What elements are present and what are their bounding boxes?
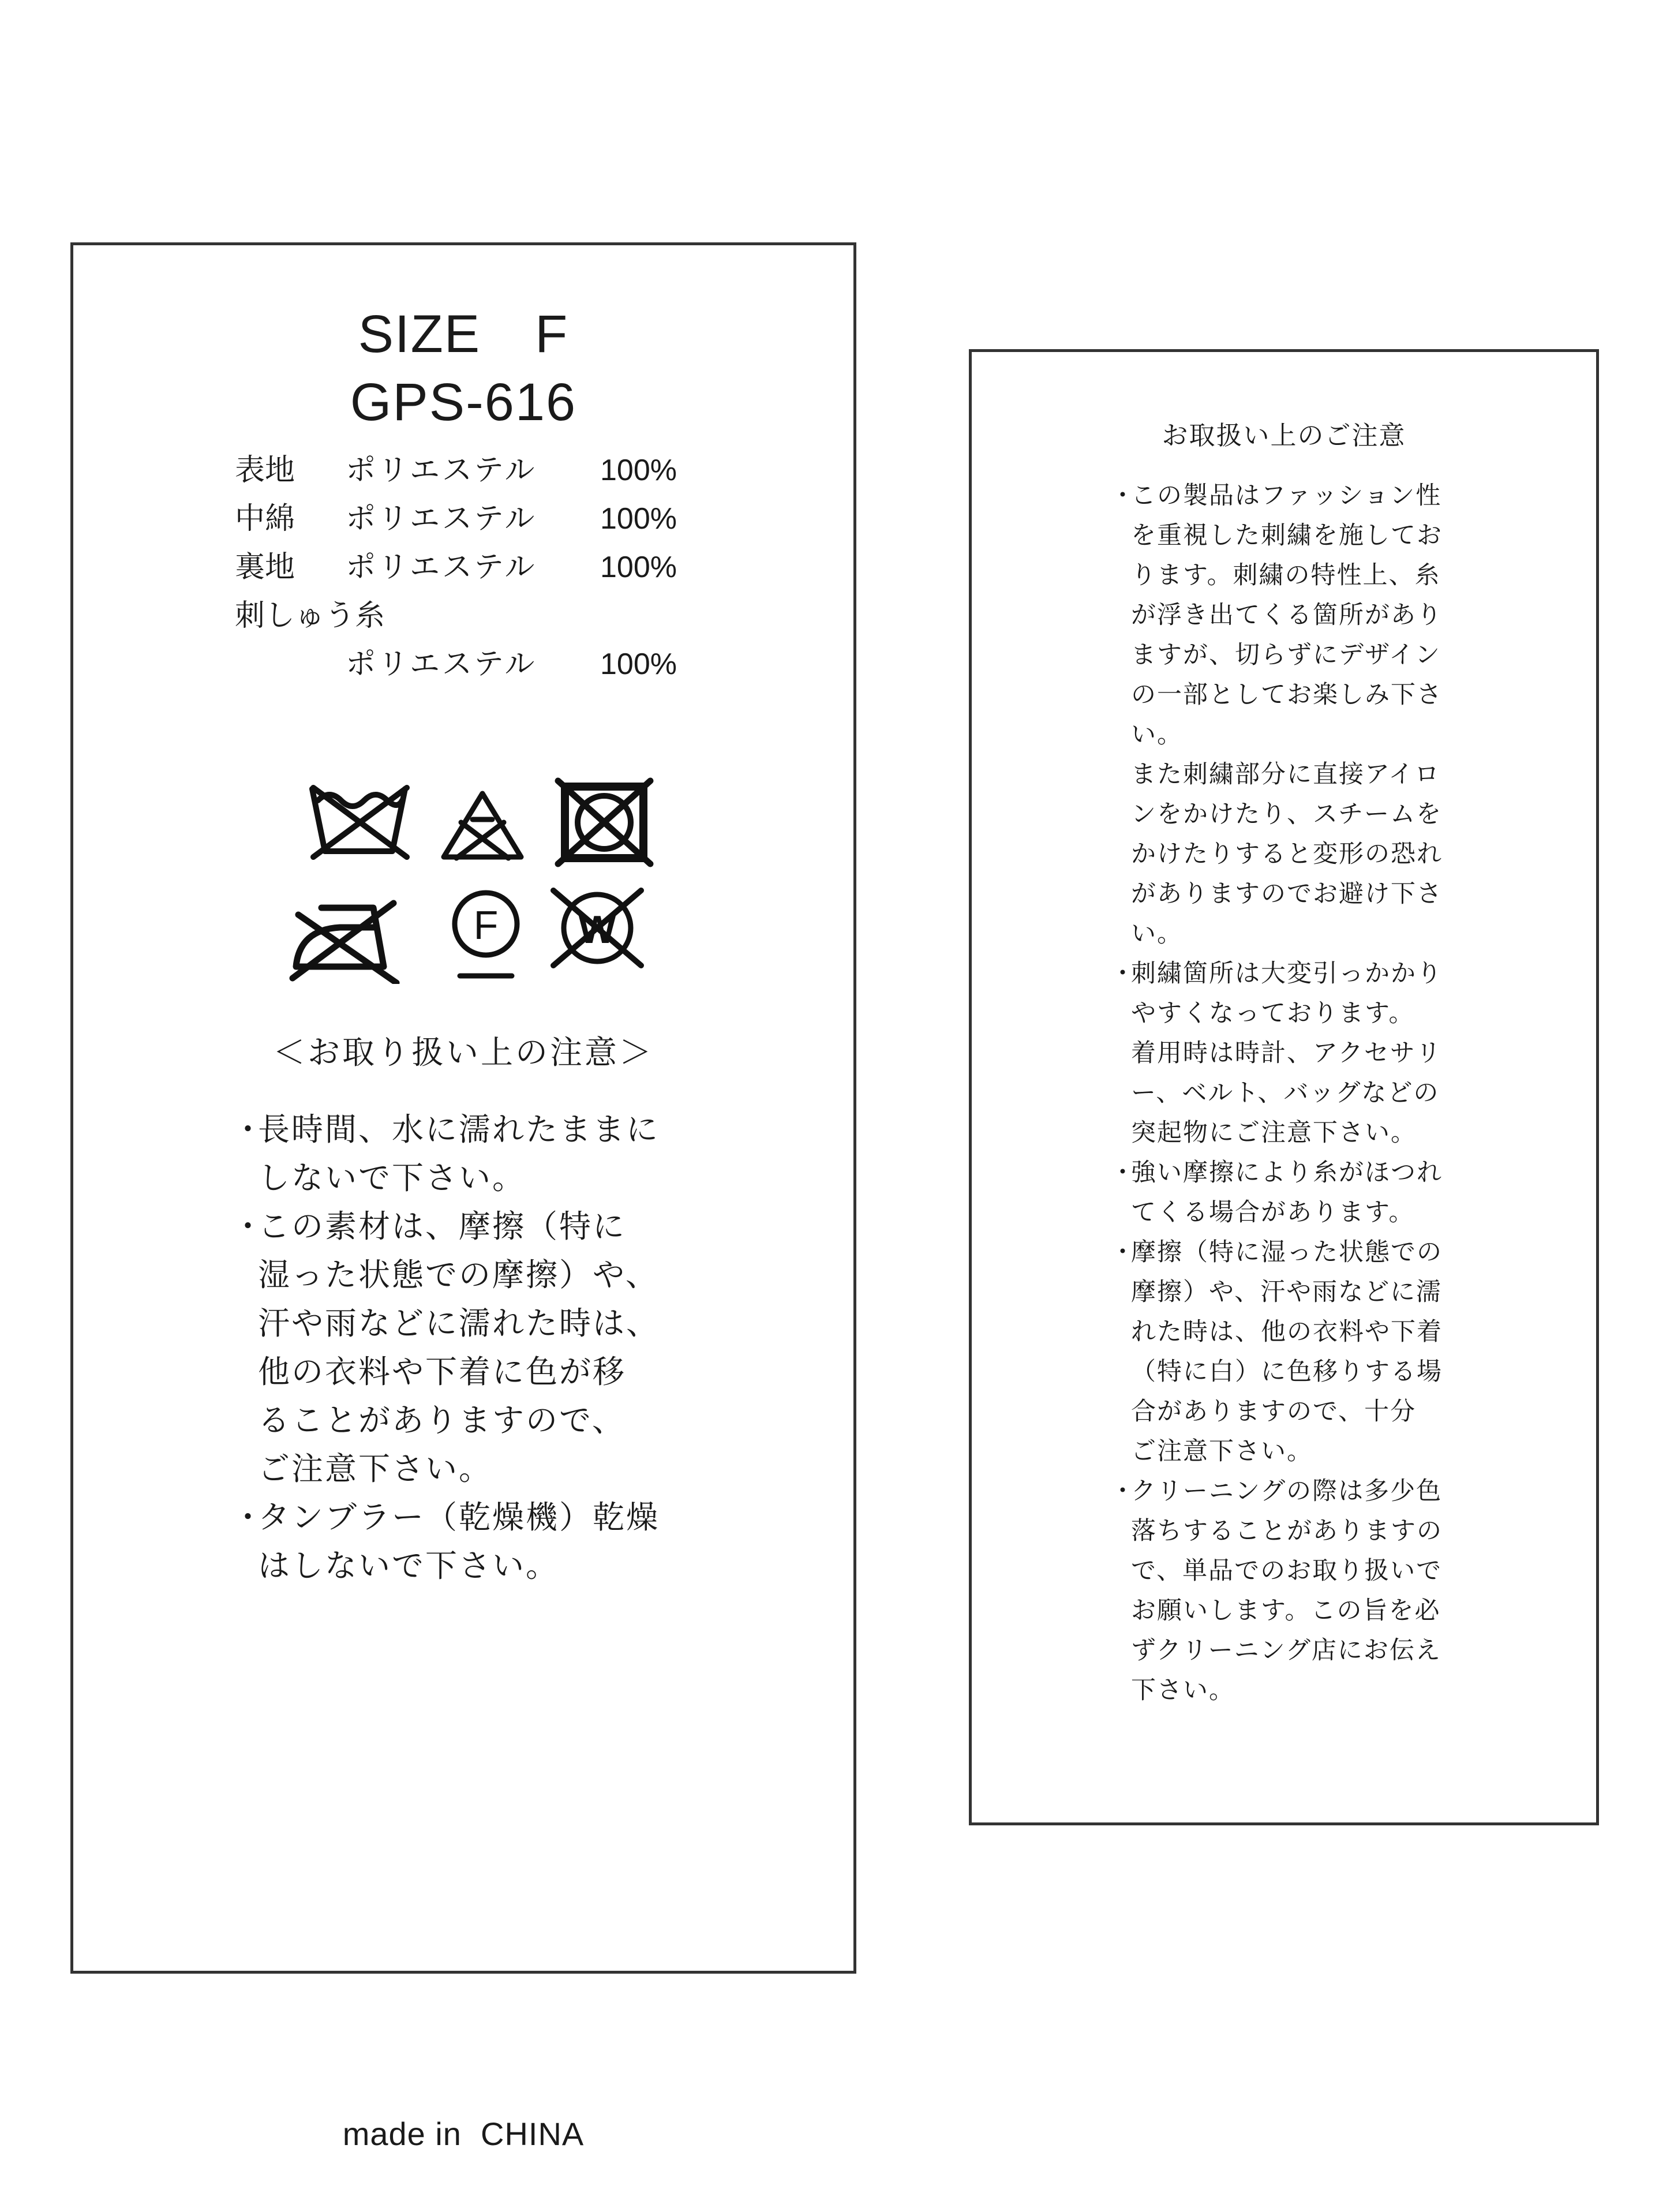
note-text: 長時間、水に濡れたままに しないで下さい。 <box>258 1111 660 1196</box>
wet-clean-letter: W <box>578 908 616 952</box>
note-bullet: ・ <box>232 1208 264 1245</box>
material-percent: 100% <box>600 551 677 584</box>
notice-heading: お取扱い上のご注意 <box>1162 420 1406 451</box>
note-text: 摩擦（特に湿った状態での 摩擦）や、汗や雨などに濡 れた時は、他の衣料や下着 （特に白）に色移りする場 合がありますので、十分 ご注意下さい。 <box>1131 1238 1443 1466</box>
size-label: SIZE F <box>358 305 569 364</box>
note-bullet: ・ <box>1110 1158 1135 1187</box>
material-part: 裏地 <box>235 550 295 585</box>
care-notes <box>232 1105 838 1590</box>
care-label-left <box>70 242 856 2152</box>
note-text: この素材は、摩擦（特に 湿った状態での摩擦）や、 汗や雨などに濡れた時は、 他の衣料や下着に色が移 ることがありますので、 ご注意下さい。 <box>258 1208 660 1487</box>
care-note <box>232 1105 838 1202</box>
care-note <box>232 1202 838 1493</box>
notice-item <box>1110 476 1578 954</box>
note-bullet: ・ <box>1110 959 1135 988</box>
material-part: 刺しゅう糸 <box>235 598 385 633</box>
note-text: タンブラー（乾燥機）乾燥 はしないで下さい。 <box>258 1499 660 1584</box>
material-name: ポリエステル <box>346 550 537 585</box>
wet-clean-prohibited-icon <box>545 885 649 971</box>
note-bullet: ・ <box>232 1499 264 1536</box>
care-label-right <box>969 349 1599 1825</box>
dry-clean-letter: F <box>473 903 499 948</box>
dry-clean-f-gentle-icon <box>443 885 529 986</box>
note-bullet: ・ <box>1110 1477 1135 1506</box>
material-name: ポリエステル <box>346 647 537 682</box>
notice-item <box>1110 1233 1578 1472</box>
material-percent: 100% <box>600 647 677 681</box>
note-text: 強い摩擦により糸がほつれ てくる場合があります。 <box>1131 1158 1443 1227</box>
material-part: 表地 <box>235 453 295 488</box>
material-percent: 100% <box>600 454 677 487</box>
note-text: 刺繍箇所は大変引っかかり やすくなっております。 着用時は時計、アクセサリ ー、ベルト、バッグなどの 突起物にご注意下さい。 <box>1131 959 1443 1147</box>
note-bullet: ・ <box>1110 481 1135 510</box>
note-text: クリーニングの際は多少色 落ちすることがありますの で、単品でのお取り扱いで お願いします。この旨を必 ずクリーニング店にお伝え 下さい。 <box>1131 1477 1443 1705</box>
country-of-origin: made in CHINA <box>342 2116 585 2152</box>
care-heading: ＜お取り扱い上の注意＞ <box>273 1034 654 1072</box>
note-bullet: ・ <box>232 1111 264 1148</box>
notice-item <box>1110 954 1578 1153</box>
material-percent: 100% <box>600 502 677 536</box>
notice-list <box>1110 476 1578 1711</box>
hand-wash-prohibited-icon <box>305 776 412 863</box>
care-note <box>232 1493 838 1590</box>
note-bullet: ・ <box>1110 1238 1135 1267</box>
bleach-prohibited-icon <box>439 788 526 863</box>
material-name: ポリエステル <box>346 453 537 488</box>
product-code: GPS-616 <box>350 373 577 432</box>
notice-item <box>1110 1153 1578 1233</box>
iron-prohibited-icon <box>287 892 402 984</box>
material-part: 中綿 <box>235 501 295 536</box>
notice-item <box>1110 1472 1578 1711</box>
material-name: ポリエステル <box>346 501 537 536</box>
note-text: この製品はファッション性 を重視した刺繍を施してお ります。刺繍の特性上、糸 が浮き出てくる箇所があり ますが、切らずにデザイン の一部としてお楽しみ下さ い。 また刺繍部分に直接アイロ ンをかけたり、スチームを かけたりすると変形の恐れ がありますのでお避け下さ い。 <box>1131 481 1443 948</box>
tumble-dry-prohibited-icon <box>552 776 656 869</box>
